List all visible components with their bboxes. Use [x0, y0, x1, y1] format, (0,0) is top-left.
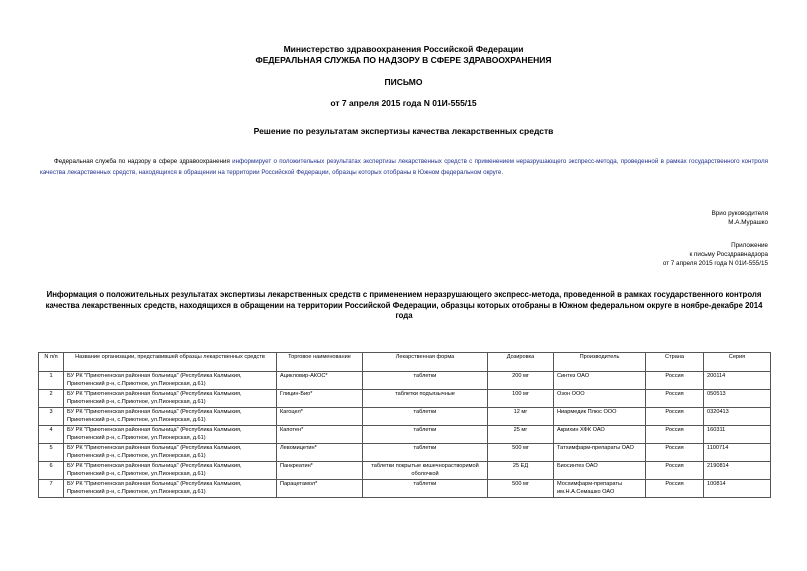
cell-number: 3: [39, 408, 64, 426]
cell-dosage: 25 мг: [488, 426, 554, 444]
cell-series: 160311: [704, 426, 771, 444]
cell-number: 6: [39, 462, 64, 480]
cell-manufacturer: Татхимфарм-препараты ОАО: [554, 444, 646, 462]
col-header-country: Страна: [646, 353, 704, 372]
cell-dosage: 500 мг: [488, 480, 554, 498]
table-row: [39, 390, 771, 408]
cell-dosage: 12 мг: [488, 408, 554, 426]
cell-number: 7: [39, 480, 64, 498]
document-type: ПИСЬМО: [384, 77, 423, 87]
cell-dosage-form: таблетки подъязычные: [363, 390, 488, 408]
table-header-row: [39, 353, 771, 372]
table-row: [39, 462, 771, 480]
cell-dosage-form: таблетки: [363, 372, 488, 390]
document-subject: Решение по результатам экспертизы качества лекарственных средств: [253, 126, 554, 136]
cell-series: 0320413: [704, 408, 771, 426]
col-header-dosage-form: Лекарственная форма: [363, 353, 488, 372]
cell-dosage: 200 мг: [488, 372, 554, 390]
signature-title: Врио руководителя: [711, 210, 768, 217]
table-row: [39, 480, 771, 498]
cell-number: 2: [39, 390, 64, 408]
appendix-reference: к письму Росздравнадзора: [689, 251, 768, 258]
cell-organization: БУ РК "Приютненская районная больница" (Республика Калмыкия, Приютненский р-н, с.Приютное, ул.Пионерская, д.61): [64, 462, 277, 480]
col-header-manufacturer: Производитель: [554, 353, 646, 372]
cell-organization: БУ РК "Приютненская районная больница" (Республика Калмыкия, Приютненский р-н, с.Приютное, ул.Пионерская, д.61): [64, 408, 277, 426]
cell-trade-name: Глицин-Био*: [277, 390, 363, 408]
appendix-date: от 7 апреля 2015 года N 01И-555/15: [662, 260, 768, 267]
cell-dosage-form: таблетки покрытые кишечнорастворимой оболочкой: [363, 462, 488, 480]
ministry-name: Министерство здравоохранения Российской Федерации: [283, 44, 524, 54]
document-date-number: от 7 апреля 2015 года N 01И-555/15: [330, 98, 477, 108]
service-name: ФЕДЕРАЛЬНАЯ СЛУЖБА ПО НАДЗОРУ В СФЕРЕ ЗДРАВООХРАНЕНИЯ: [255, 55, 552, 65]
cell-series: 100814: [704, 480, 771, 498]
col-header-number: N п/п: [39, 353, 64, 372]
cell-manufacturer: Мосхимфарм-препараты им.Н.А.Семашко ОАО: [554, 480, 646, 498]
cell-country: Россия: [646, 480, 704, 498]
signature-block: [712, 209, 768, 227]
cell-organization: БУ РК "Приютненская районная больница" (Республика Калмыкия, Приютненский р-н, с.Приютное, ул.Пионерская, д.61): [64, 390, 277, 408]
cell-dosage-form: таблетки: [363, 408, 488, 426]
cell-trade-name: Парацетамол*: [277, 480, 363, 498]
cell-dosage-form: таблетки: [363, 480, 488, 498]
cell-series: 2190814: [704, 462, 771, 480]
cell-organization: БУ РК "Приютненская районная больница" (Республика Калмыкия, Приютненский р-н, с.Приютное, ул.Пионерская, д.61): [64, 426, 277, 444]
cell-dosage: 100 мг: [488, 390, 554, 408]
cell-dosage: 500 мг: [488, 444, 554, 462]
cell-trade-name: Кагоцел*: [277, 408, 363, 426]
cell-trade-name: Ацикловир-АКОС*: [277, 372, 363, 390]
cell-manufacturer: Акрихин ХФК ОАО: [554, 426, 646, 444]
col-header-series: Серия: [704, 353, 771, 372]
cell-series: 050513: [704, 390, 771, 408]
cell-country: Россия: [646, 372, 704, 390]
signature-name: М.А.Мурашко: [728, 219, 768, 226]
cell-number: 5: [39, 444, 64, 462]
cell-organization: БУ РК "Приютненская районная больница" (Республика Калмыкия, Приютненский р-н, с.Приютное, ул.Пионерская, д.61): [64, 444, 277, 462]
cell-country: Россия: [646, 408, 704, 426]
table-row: [39, 408, 771, 426]
cell-manufacturer: Синтез ОАО: [554, 372, 646, 390]
cell-dosage-form: таблетки: [363, 426, 488, 444]
cell-series: 200114: [704, 372, 771, 390]
cell-number: 4: [39, 426, 64, 444]
cell-country: Россия: [646, 426, 704, 444]
col-header-organization: Название организации, представившей образцы лекарственных средств: [64, 353, 277, 372]
cell-trade-name: Капотен*: [277, 426, 363, 444]
cell-trade-name: Левомицетин*: [277, 444, 363, 462]
letter-body-link[interactable]: информирует о положительных результатах экспертизы лекарственных средств с применением неразрушающего экспресс-метода, проведенной в рамках государственного контроля качества лекарственных средств, находящихся в обращении на территории Российской Федерации, образцы которых отобраны в Южном федеральном округе.: [40, 158, 768, 176]
cell-manufacturer: Озон ООО: [554, 390, 646, 408]
cell-dosage: 25 ЕД: [488, 462, 554, 480]
cell-country: Россия: [646, 390, 704, 408]
table-row: [39, 444, 771, 462]
table-row: [39, 372, 771, 390]
letter-body-plain: Федеральная служба по надзору в сфере здравоохранения: [54, 158, 233, 165]
cell-manufacturer: Ниармедик Плюс ООО: [554, 408, 646, 426]
col-header-trade-name: Торговое наименование: [277, 353, 363, 372]
appendix-block: [663, 241, 768, 268]
cell-organization: БУ РК "Приютненская районная больница" (Республика Калмыкия, Приютненский р-н, с.Приютное, ул.Пионерская, д.61): [64, 372, 277, 390]
letter-body: [40, 156, 768, 178]
appendix-label: Приложение: [731, 242, 768, 249]
results-table: [38, 352, 771, 498]
table-row: [39, 426, 771, 444]
cell-manufacturer: Биосинтез ОАО: [554, 462, 646, 480]
information-title: Информация о положительных результатах экспертизы лекарственных средств с применением неразрушающего экспресс-метода, проведенной в рамках государственного контроля качества лекарственных средств, находящихся в обращении на территории Российской Федерации, образцы которых отобраны в Южном федеральном округе в ноябре-декабре 2014 года: [45, 290, 763, 320]
cell-trade-name: Панкреатин*: [277, 462, 363, 480]
cell-country: Россия: [646, 462, 704, 480]
cell-country: Россия: [646, 444, 704, 462]
cell-organization: БУ РК "Приютненская районная больница" (Республика Калмыкия, Приютненский р-н, с.Приютное, ул.Пионерская, д.61): [64, 480, 277, 498]
col-header-dosage: Дозировка: [488, 353, 554, 372]
cell-series: 1100714: [704, 444, 771, 462]
cell-dosage-form: таблетки: [363, 444, 488, 462]
cell-number: 1: [39, 372, 64, 390]
